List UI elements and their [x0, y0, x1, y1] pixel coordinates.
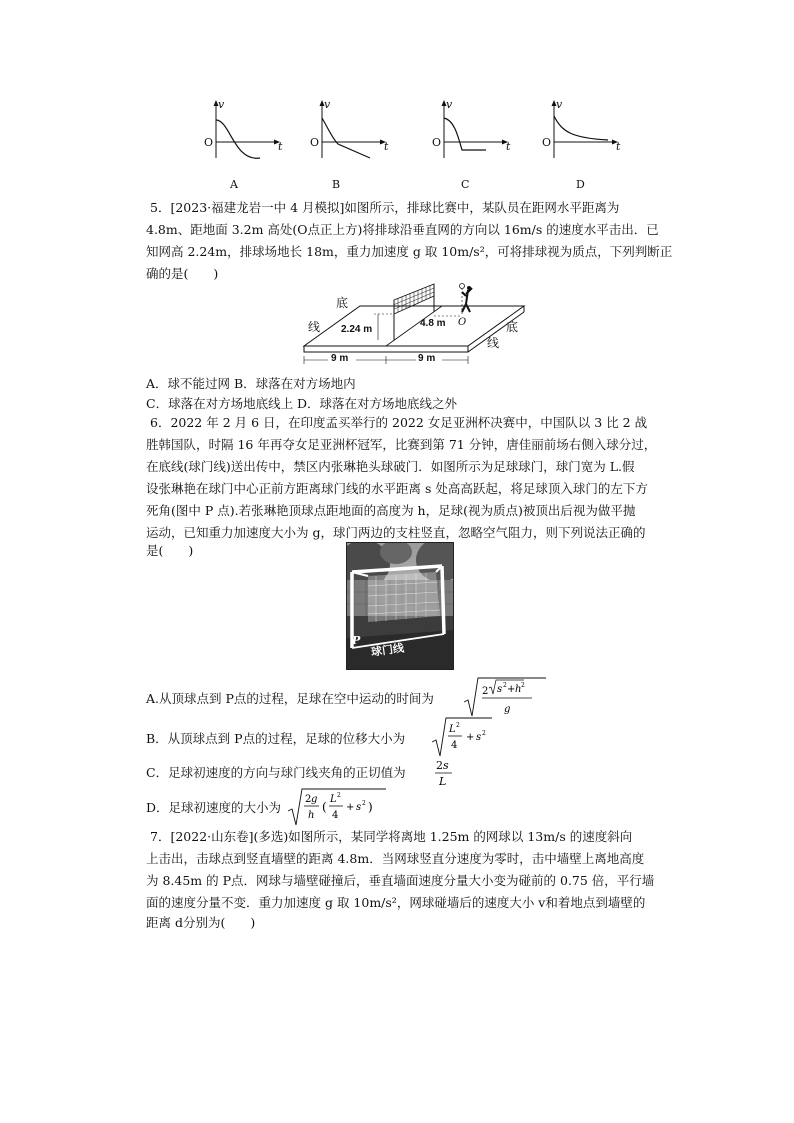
- q6-line-5: 死角(图中 P 点).若张琳艳顶球点距地面的高度为 h，足球(视为质点)被顶出后视为做平抛: [146, 503, 636, 518]
- svg-text:2: 2: [436, 759, 443, 772]
- q7-line-4: 面的速度分量不变．重力加速度 g 取 10m/s²，网球碰墙后的速度大小 v和着地点到墙壁的: [146, 895, 646, 910]
- graph-label-b: B: [332, 178, 341, 191]
- q6-line-3: 在底线(球门线)送出传中，禁区内张琳艳头球破门．如图所示为足球球门，球门宽为 L.假: [146, 459, 635, 474]
- svg-text:4: 4: [332, 810, 339, 821]
- svg-text:L: L: [330, 794, 337, 805]
- svg-text:+: +: [466, 732, 475, 743]
- formula-c: [432, 756, 462, 790]
- graph-c-v: v: [446, 98, 453, 111]
- q6-line-2: 胜韩国队，时隔 16 年再夺女足亚洲杯冠军，比赛到第 71 分钟，唐佳丽前场右侧入球分过，: [146, 437, 657, 452]
- graph-b-t: t: [384, 140, 389, 153]
- q6-line-6: 运动，已知重力加速度大小为 g，球门两边的支柱竖直，忽略空气阻力，则下列说法正确的: [146, 525, 646, 540]
- q6-option-b: B．从顶球点到 P点的过程，足球的位移大小为: [146, 731, 406, 746]
- graph-d-t: t: [616, 140, 621, 153]
- svg-text:): ): [368, 800, 373, 814]
- svg-text:h: h: [308, 810, 315, 821]
- q6-option-d: D．足球初速度的大小为: [146, 800, 282, 815]
- vt-graph-d: [538, 98, 621, 160]
- svg-text:(: (: [322, 800, 327, 814]
- svg-text:2: 2: [362, 800, 366, 807]
- q5-options-ab: A．球不能过网 B．球落在对方场地内: [146, 376, 356, 391]
- court-label-di-right: 底: [506, 320, 519, 334]
- graph-c-o: O: [432, 136, 442, 149]
- svg-text:2: 2: [482, 730, 486, 737]
- svg-text:h: h: [515, 684, 522, 695]
- q5-line-4: 确的是( ): [146, 266, 219, 281]
- q7-line-1: 7．[2022·山东卷](多选)如图所示，某同学将离地 1.25m 的网球以 13m/s 的速度斜向: [150, 829, 633, 844]
- court-label-xian-left: 线: [308, 320, 321, 334]
- photo-label-goal-line: 球门线: [370, 641, 405, 659]
- q5-line-2: 4.8m、距地面 3.2m 高处(O点正上方)将排球沿垂直网的方向以 16m/s 的速度水平击出．已: [146, 222, 659, 237]
- vt-graph-c: [428, 98, 511, 160]
- graph-a-t: t: [278, 140, 283, 153]
- q5-line-1: 5．[2023·福建龙岩一中 4 月模拟]如图所示，排球比赛中，某队员在距网水平距离为: [150, 200, 620, 215]
- formula-a: [462, 676, 548, 720]
- court-label-9m-right: 9 m: [418, 353, 436, 364]
- q6-line-7: 是( ): [146, 543, 194, 558]
- svg-text:s: s: [497, 684, 503, 695]
- svg-text:2: 2: [503, 682, 507, 689]
- svg-text:s: s: [476, 732, 482, 743]
- svg-text:L: L: [439, 775, 447, 788]
- svg-text:2: 2: [305, 794, 312, 805]
- graph-label-c: C: [461, 178, 470, 191]
- court-label-net-height: 2.24 m: [341, 324, 373, 335]
- q6-line-4: 设张琳艳在球门中心正前方距离球门线的水平距离 s 处高高跃起，将足球顶入球门的左下方: [146, 481, 648, 496]
- graph-b-o: O: [310, 136, 320, 149]
- svg-text:2: 2: [337, 792, 341, 799]
- court-label-distance: 4.8 m: [420, 318, 446, 329]
- svg-text:s: s: [443, 759, 449, 772]
- graph-d-v: v: [556, 98, 563, 111]
- court-label-xian-right: 线: [487, 336, 500, 350]
- graph-d-o: O: [542, 136, 552, 149]
- svg-text:4: 4: [451, 740, 458, 751]
- q5-line-3: 知网高 2.24m，排球场地长 18m，重力加速度 g 取 10m/s²，可将排球视为质点，下列判断正: [146, 244, 673, 259]
- graph-label-d: D: [576, 178, 585, 191]
- svg-text:+: +: [507, 684, 516, 695]
- formula-b: [430, 716, 496, 760]
- graph-a-o: O: [204, 136, 214, 149]
- svg-text:g: g: [311, 794, 318, 805]
- svg-text:2: 2: [456, 722, 460, 729]
- graph-b-v: v: [324, 98, 331, 111]
- graph-a-v: v: [218, 98, 225, 111]
- svg-text:L: L: [449, 724, 456, 735]
- graph-c-t: t: [506, 140, 511, 153]
- svg-text:2: 2: [482, 686, 489, 697]
- q6-line-1: 6．2022 年 2 月 6 日，在印度孟买举行的 2022 女足亚洲杯决赛中，中国队以 3 比 2 战: [150, 415, 648, 430]
- svg-text:s: s: [356, 802, 362, 813]
- vt-graph-a: [200, 98, 283, 160]
- q7-line-3: 为 8.45m 的 P点．网球与墙壁碰撞后，垂直墙面速度分量大小变为碰前的 0.75 倍，平行墙: [146, 873, 655, 888]
- vt-graph-b: [306, 98, 389, 160]
- photo-label-p: P: [352, 634, 361, 647]
- q5-options-cd: C．球落在对方场地底线上 D．球落在对方场地底线之外: [146, 396, 458, 411]
- q7-line-2: 上击出，击球点到竖直墙壁的距离 4.8m．当网球竖直分速度为零时，击中墙壁上离地高度: [146, 851, 645, 866]
- graph-label-a: A: [230, 178, 238, 191]
- formula-d: [286, 787, 390, 827]
- court-label-9m-left: 9 m: [331, 353, 349, 364]
- q6-option-c: C．足球初速度的方向与球门线夹角的正切值为: [146, 765, 406, 780]
- svg-text:+: +: [346, 802, 355, 813]
- svg-text:g: g: [504, 704, 511, 715]
- q7-line-5: 距离 d分别为( ): [146, 915, 256, 930]
- svg-text:2: 2: [521, 682, 525, 689]
- court-label-di-left: 底: [336, 296, 349, 310]
- court-label-o: O: [458, 317, 467, 328]
- q6-option-a: A.从顶球点到 P点的过程，足球在空中运动的时间为: [146, 691, 434, 706]
